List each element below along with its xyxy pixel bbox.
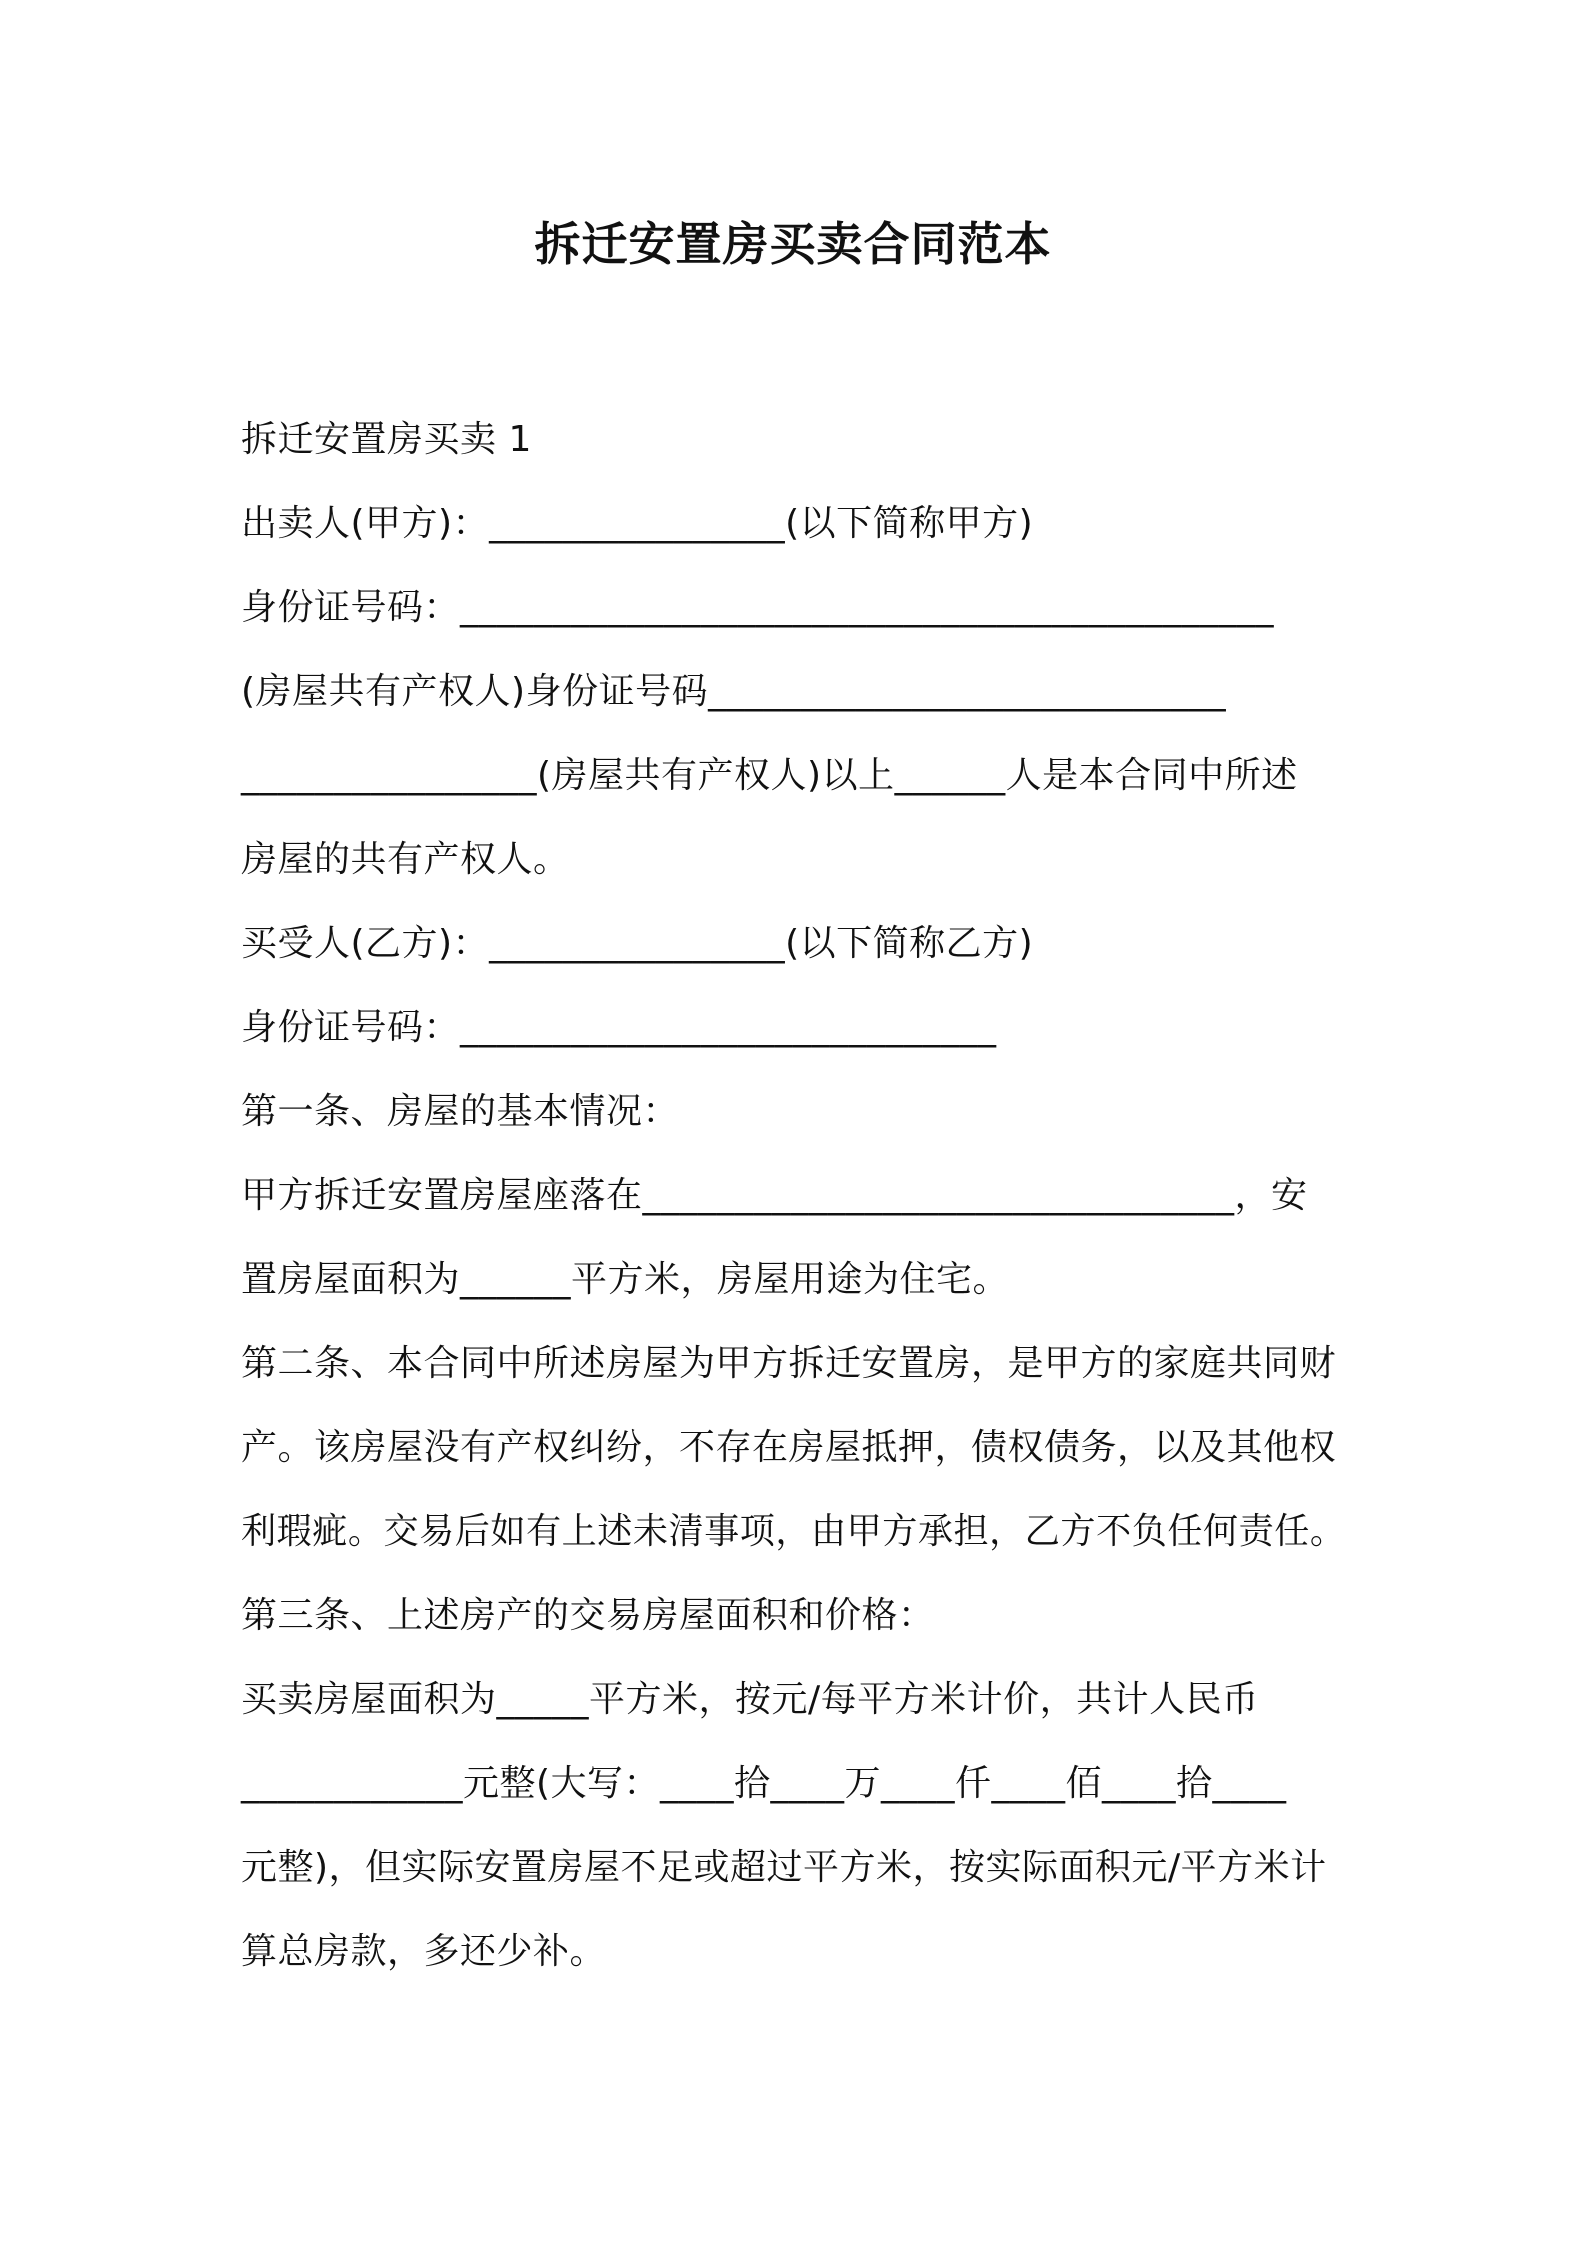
article-1-text-cont: 置房屋面积为______平方米，房屋用途为住宅。 [241,1259,1010,1300]
subtitle-line: 拆迁安置房买卖 1 [241,419,532,460]
buyer-line: 买受人(乙方)：________________(以下简称乙方) [241,923,1034,964]
article-1-heading: 第一条、房屋的基本情况： [241,1091,680,1132]
article-3-text-cont: ____________元整(大写：____拾____万____仟____佰____拾____ [241,1763,1287,1804]
document-title: 拆迁安置房买卖合同范本 [534,217,1052,271]
article-3-text-cont-2: 元整)，但实际安置房屋不足或超过平方米，按实际面积元/平方米计 [241,1847,1327,1888]
article-3-heading: 第三条、上述房产的交易房屋面积和价格： [241,1595,935,1636]
co-owner-id-line: (房屋共有产权人)身份证号码____________________________ [241,671,1227,712]
article-3-text-cont-3: 算总房款，多还少补。 [241,1931,607,1972]
buyer-id-line: 身份证号码：_____________________________ [241,1007,997,1048]
article-3-text: 买卖房屋面积为_____平方米，按元/每平方米计价，共计人民币 [241,1679,1259,1720]
seller-line: 出卖人(甲方)：________________(以下简称甲方) [241,503,1034,544]
article-1-text: 甲方拆迁安置房屋座落在________________________________，安 [241,1175,1308,1216]
co-owner-line-cont: 房屋的共有产权人。 [241,839,570,880]
article-2-text-cont: 产。该房屋没有产权纠纷，不存在房屋抵押，债权债务，以及其他权 [241,1427,1337,1468]
seller-id-line: 身份证号码：____________________________________________ [241,587,1275,628]
co-owner-line: ________________(房屋共有产权人)以上______人是本合同中所述 [241,755,1298,796]
article-2-text: 第二条、本合同中所述房屋为甲方拆迁安置房，是甲方的家庭共同财 [241,1343,1337,1384]
article-2-text-cont-2: 利瑕疵。交易后如有上述未清事项，由甲方承担，乙方不负任何责任。 [241,1511,1346,1552]
